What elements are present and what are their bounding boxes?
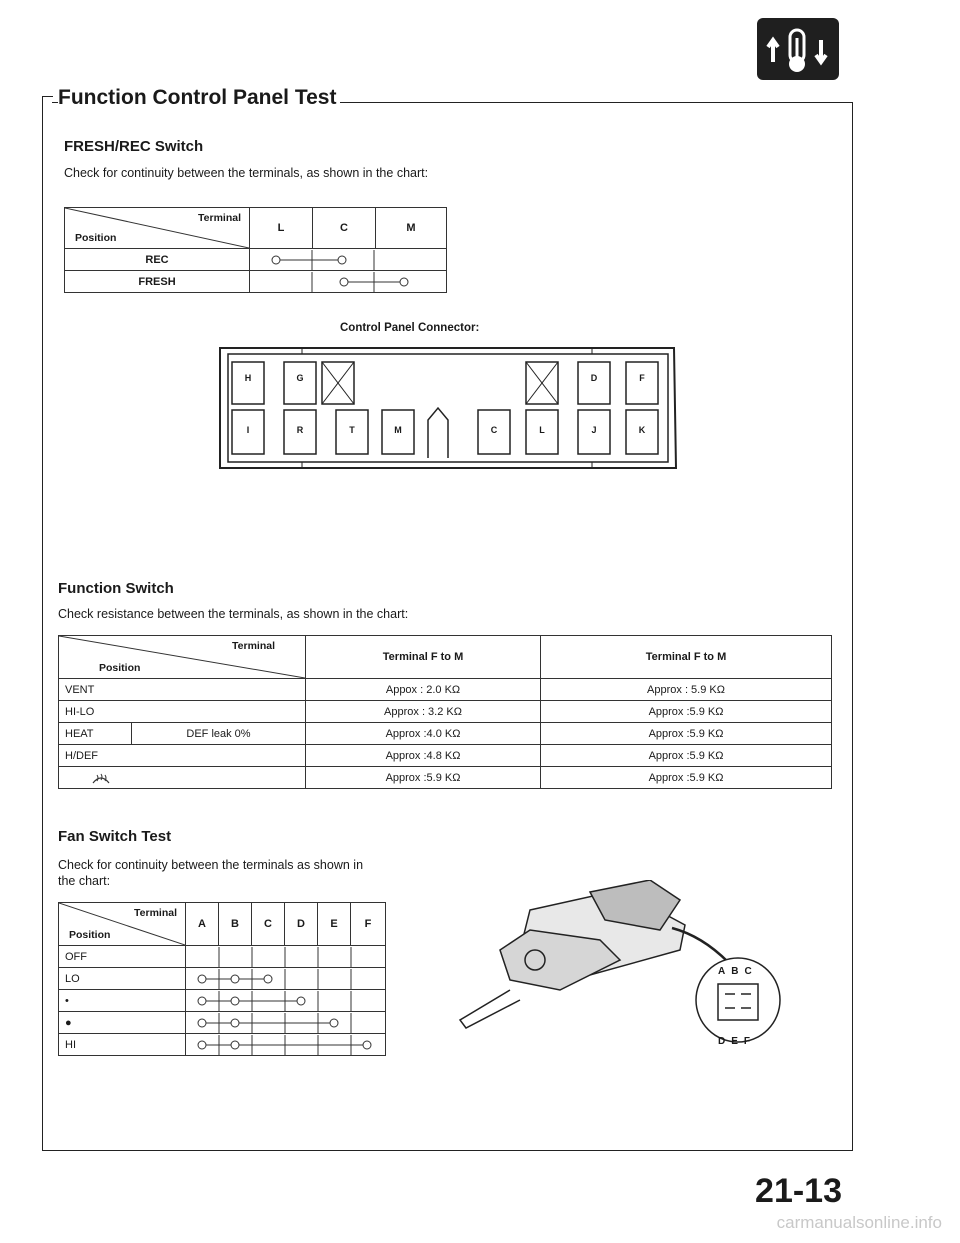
pin-label: G — [296, 373, 304, 383]
hi-continuity — [186, 1034, 386, 1056]
page-number: 21-13 — [755, 1172, 842, 1210]
row-sublabel: DEF leak 0% — [132, 723, 306, 745]
cell-value: Approx :5.9 KΩ — [306, 767, 541, 789]
rec-continuity — [250, 249, 447, 271]
col-header: F — [351, 903, 386, 946]
col-header: A — [186, 903, 219, 946]
plug-bottom-labels — [718, 1036, 756, 1047]
col-header: C — [313, 208, 376, 249]
row-label: OFF — [59, 946, 186, 968]
col-header: Terminal F to M — [541, 636, 832, 679]
fan-switch-table — [58, 902, 386, 1056]
heater-temperature-icon — [757, 18, 839, 80]
lo-continuity — [186, 968, 386, 990]
table-corner — [59, 903, 186, 946]
cell-value: Approx : 5.9 KΩ — [541, 679, 832, 701]
pin-label: M — [394, 425, 402, 435]
fan-switch-instruction: the chart: — [58, 874, 111, 888]
off-continuity — [186, 946, 386, 968]
row-label: H/DEF — [59, 745, 306, 767]
fresh-rec-table — [64, 207, 447, 293]
cell-value: Approx :4.0 KΩ — [306, 723, 541, 745]
plug-pin-label: E — [731, 1036, 744, 1047]
row-label: HI — [59, 1034, 186, 1056]
cell-value: Approx :5.9 KΩ — [541, 767, 832, 789]
row-label: • — [59, 990, 186, 1012]
cell-value: Approx : 3.2 KΩ — [306, 701, 541, 723]
corner-position: Position — [75, 232, 117, 244]
corner-terminal: Terminal — [134, 907, 177, 919]
col-header: L — [250, 208, 313, 249]
pin-label: F — [639, 373, 645, 383]
frame-right-border — [852, 102, 853, 1150]
table-corner — [59, 636, 306, 679]
col-header: M — [376, 208, 447, 249]
frame-corner — [42, 96, 53, 105]
pin-label: L — [539, 425, 545, 435]
frame-left-border — [42, 102, 43, 1150]
pin-label: K — [638, 425, 646, 435]
plug-pin-label: D — [718, 1036, 732, 1047]
function-switch-instruction: Check resistance between the terminals, as shown in the chart: — [58, 607, 409, 621]
fan-switch-instruction: Check for continuity between the terminals as shown in — [58, 858, 364, 872]
mid2-continuity — [186, 1012, 386, 1034]
col-header: C — [252, 903, 285, 946]
mid1-continuity — [186, 990, 386, 1012]
pin-label: J — [591, 425, 597, 435]
plug-pin-label: F — [743, 1036, 757, 1047]
plug-pin-label: C — [744, 966, 758, 977]
watermark: carmanualsonline.info — [776, 1213, 942, 1232]
cell-value: Approx :5.9 KΩ — [541, 701, 832, 723]
fan-switch-heading: Fan Switch Test — [58, 828, 172, 845]
corner-position: Position — [69, 929, 111, 941]
plug-pin-label: A — [718, 966, 732, 977]
plug-pin-label: B — [731, 966, 745, 977]
control-panel-connector — [212, 340, 682, 472]
row-label: LO — [59, 968, 186, 990]
function-switch-table — [58, 635, 832, 789]
plug-top-labels — [718, 966, 758, 977]
defrost-icon — [59, 767, 306, 789]
connector-title: Control Panel Connector: — [340, 322, 480, 334]
pin-label: I — [246, 425, 250, 435]
pin-label: D — [590, 373, 598, 383]
frame-bottom-border — [42, 1150, 853, 1151]
corner-terminal: Terminal — [232, 640, 275, 652]
function-switch-heading: Function Switch — [58, 580, 174, 597]
cell-value: Appox : 2.0 KΩ — [306, 679, 541, 701]
pin-label: R — [296, 425, 304, 435]
col-header: Terminal F to M — [306, 636, 541, 679]
fresh-rec-heading: FRESH/REC Switch — [64, 138, 204, 155]
pin-label: C — [490, 425, 498, 435]
col-header: B — [219, 903, 252, 946]
row-label: REC — [65, 249, 250, 271]
row-label: ● — [59, 1012, 186, 1034]
col-header: D — [285, 903, 318, 946]
fresh-continuity — [250, 271, 447, 293]
row-label: HI-LO — [59, 701, 306, 723]
fresh-rec-instruction: Check for continuity between the terminals, as shown in the chart: — [64, 166, 429, 180]
corner-terminal: Terminal — [198, 212, 241, 224]
row-label: FRESH — [65, 271, 250, 293]
cell-value: Approx :4.8 KΩ — [306, 745, 541, 767]
pin-label: H — [244, 373, 252, 383]
table-corner — [65, 208, 250, 249]
row-label: HEAT — [59, 723, 132, 745]
row-label: VENT — [59, 679, 306, 701]
corner-position: Position — [99, 662, 141, 674]
col-header: E — [318, 903, 351, 946]
section-title: Function Control Panel Test — [58, 86, 340, 110]
pin-label: T — [349, 425, 355, 435]
cell-value: Approx :5.9 KΩ — [541, 723, 832, 745]
cell-value: Approx :5.9 KΩ — [541, 745, 832, 767]
